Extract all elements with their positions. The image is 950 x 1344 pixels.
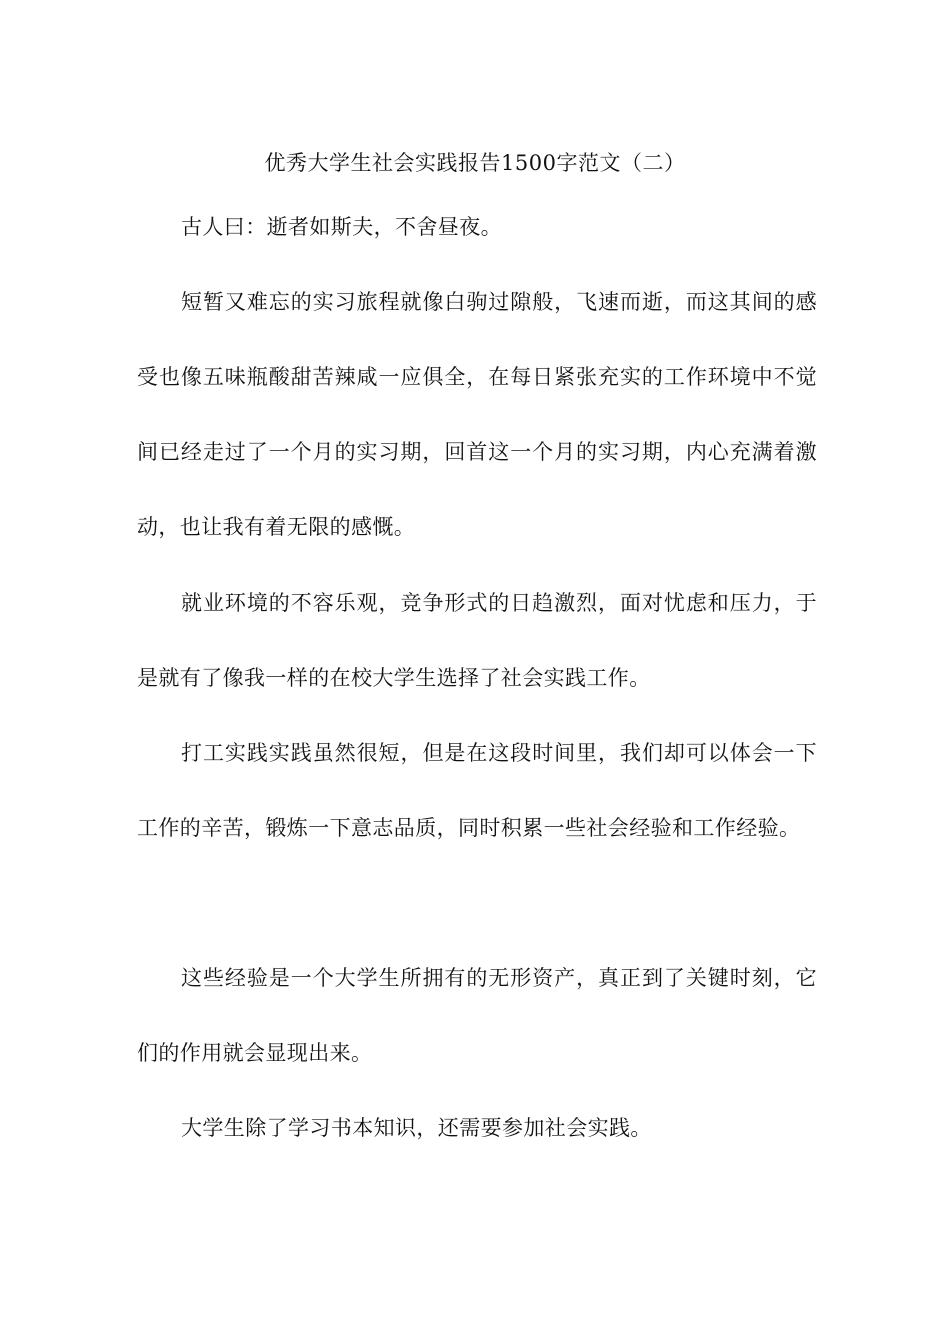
paragraph-3: 就业环境的不容乐观，竞争形式的日趋激烈，面对忧虑和压力，于是就有了像我一样的在校大学生选择了社会实践工作。 (137, 591, 817, 690)
paragraph-6: 大学生除了学习书本知识，还需要参加社会实践。 (181, 1116, 652, 1140)
paragraph-1: 古人曰：逝者如斯夫，不舍昼夜。 (181, 215, 502, 239)
paragraph-4: 打工实践实践虽然很短，但是在这段时间里，我们却可以体会一下工作的辛苦，锻炼一下意志品质，同时积累一些社会经验和工作经验。 (137, 741, 817, 840)
document-title: 优秀大学生社会实践报告1500字范文（二） (264, 151, 686, 175)
paragraph-2: 短暂又难忘的实习旅程就像白驹过隙般，飞速而逝，而这其间的感受也像五味瓶酸甜苦辣咸一应俱全，在每日紧张充实的工作环境中不觉间已经走过了一个月的实习期，回首这一个月的实习期，内心充满着激动，也让我有着无限的感慨。 (137, 290, 817, 539)
paragraph-5: 这些经验是一个大学生所拥有的无形资产，真正到了关键时刻，它们的作用就会显现出来。 (137, 966, 817, 1065)
